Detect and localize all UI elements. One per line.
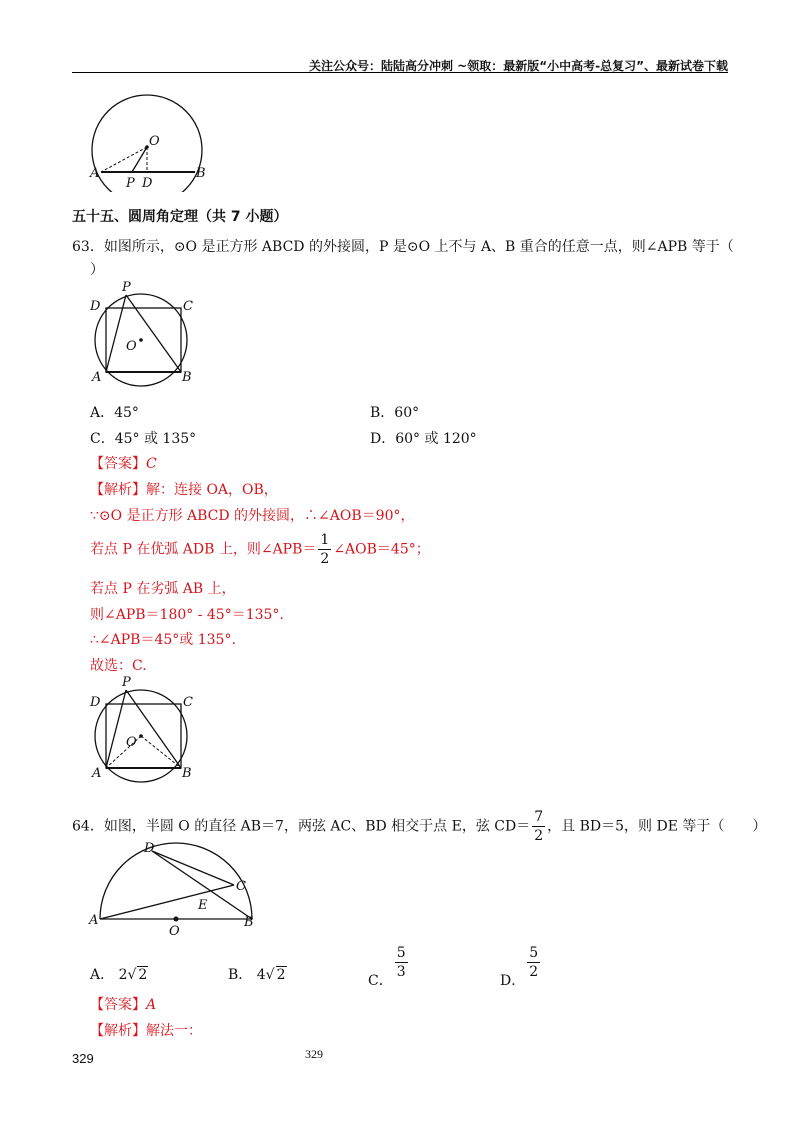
- frac-den: 3: [396, 964, 406, 980]
- frac-num: 1: [320, 532, 330, 548]
- q63s-label-A: A: [92, 766, 102, 781]
- fraction-5-3: [395, 946, 408, 979]
- q63-analysis-line6: ∴∠APB＝45°或 135°.: [90, 632, 236, 648]
- q63-label-P: P: [122, 280, 131, 295]
- q63s-label-P: P: [122, 675, 131, 690]
- q64-label-B: B: [244, 915, 254, 930]
- analysis-text: 若点 P 在优弧 ADB 上，则∠APB＝: [90, 541, 317, 558]
- q63s-label-C: C: [183, 695, 193, 710]
- q64-stem-part2: ，且 BD＝5，则 DE 等于（ ）: [547, 818, 767, 835]
- section-title: 五十五、圆周角定理（共 7 小题）: [72, 209, 288, 225]
- sqrt-expression: √ 2: [265, 967, 286, 983]
- choice-prefix: C．: [368, 972, 393, 989]
- frac-den: 2: [534, 828, 544, 844]
- q63-label-D: D: [90, 299, 101, 314]
- q64-choice-c: [368, 946, 410, 990]
- q63-figure: [86, 278, 206, 388]
- page-number-left: 329: [72, 1051, 94, 1066]
- q63-stem-line2: ）: [90, 262, 104, 278]
- fraction-cd: [532, 810, 545, 843]
- q63-choice-a: A．45°: [90, 405, 139, 421]
- q64-choice-d: [500, 946, 542, 990]
- q63-label-O: O: [126, 339, 137, 354]
- q63s-label-D: D: [90, 695, 101, 710]
- page-header: 关注公众号：陆陆高分冲刺 ~领取：最新版“小中高考-总复习”、最新试卷下载: [309, 59, 728, 73]
- label-D: D: [142, 176, 153, 191]
- q63-label-C: C: [183, 299, 193, 314]
- q63s-label-O: O: [126, 735, 137, 750]
- frac-num: 5: [529, 945, 539, 961]
- q63-choice-d: D．60° 或 120°: [370, 431, 477, 447]
- fraction-5-2: [527, 946, 540, 979]
- analysis-tag: 【解析】: [90, 1023, 146, 1039]
- sqrt-coef: 2: [118, 967, 128, 983]
- q64-stem-part1: 64．如图，半圆 O 的直径 AB＝7，两弦 AC、BD 相交于点 E，弦 CD＝: [72, 818, 531, 835]
- q63-analysis-line4: 若点 P 在劣弧 AB 上，: [90, 581, 236, 597]
- q64-choice-b: [228, 964, 287, 984]
- q64-answer: [90, 994, 156, 1014]
- q63-stem-line1: 63．如图所示，⊙O 是正方形 ABCD 的外接圆，P 是⊙O 上不与 A、B 重合的任意一点，则∠APB 等于（: [72, 239, 734, 255]
- q63-analysis-line2: ∵⊙O 是正方形 ABCD 的外接圆，∴∠AOB＝90°，: [90, 508, 415, 524]
- choice-prefix: B．: [228, 967, 253, 983]
- q63-analysis-line7: 故选：C.: [90, 658, 147, 674]
- frac-den: 2: [320, 551, 330, 567]
- sqrt-coef: 4: [256, 967, 266, 983]
- q63-label-A: A: [92, 370, 102, 385]
- q63-choice-b: B．60°: [370, 405, 420, 421]
- q63-analysis-line5: 则∠APB＝180° - 45°＝135°.: [90, 607, 284, 623]
- q64-figure: [86, 838, 266, 938]
- answer-value: A: [146, 997, 157, 1013]
- frac-num: 7: [534, 809, 544, 825]
- answer-value: C: [146, 456, 157, 472]
- analysis-tag: 【解析】: [90, 482, 146, 498]
- q63-answer: [90, 453, 157, 473]
- page-number-center: 329: [305, 1047, 323, 1061]
- q63-solution-figure: [86, 672, 206, 787]
- answer-tag: 【答案】: [90, 997, 146, 1013]
- label-P: P: [126, 176, 135, 191]
- q63s-label-B: B: [182, 766, 192, 781]
- sqrt-radicand: 2: [276, 967, 286, 983]
- choice-prefix: D．: [500, 972, 526, 989]
- q64-analysis: [90, 1020, 202, 1040]
- figure-circle-chord: [88, 92, 208, 192]
- analysis-text: ∠AOB＝45°；: [333, 541, 430, 558]
- header-divider: [72, 72, 728, 73]
- q64-choice-a: [90, 964, 148, 984]
- q64-label-O: O: [169, 924, 180, 938]
- frac-den: 2: [529, 964, 539, 980]
- q63-analysis-line3: [90, 533, 430, 566]
- q64-label-A: A: [89, 913, 99, 928]
- analysis-text: 解：连接 OA，OB，: [146, 482, 278, 498]
- label-B: B: [196, 166, 206, 181]
- label-A: A: [90, 166, 100, 181]
- choice-prefix: A．: [90, 967, 115, 983]
- q64-label-D: D: [144, 841, 155, 856]
- sqrt-expression: √ 2: [127, 967, 148, 983]
- analysis-text: 解法一：: [146, 1023, 202, 1039]
- q63-label-B: B: [182, 370, 192, 385]
- answer-tag: 【答案】: [90, 456, 146, 472]
- q63-analysis-line1: [90, 479, 278, 499]
- frac-num: 5: [396, 945, 406, 961]
- sqrt-radicand: 2: [138, 967, 148, 983]
- q63-choice-c: C．45° 或 135°: [90, 431, 197, 447]
- q64-label-C: C: [236, 879, 246, 894]
- fraction-half: [318, 533, 331, 566]
- label-O: O: [149, 134, 160, 149]
- q64-label-E: E: [198, 898, 208, 913]
